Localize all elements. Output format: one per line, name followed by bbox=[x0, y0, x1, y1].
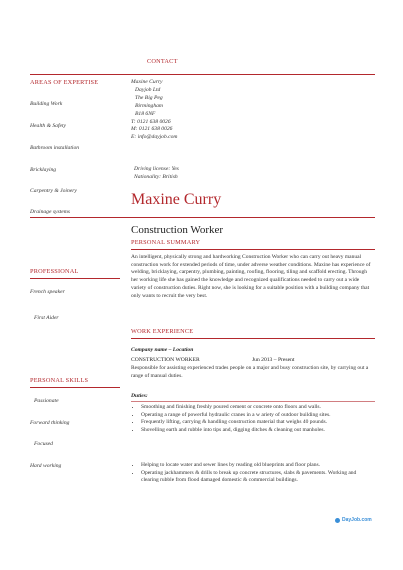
job-title: Construction Worker bbox=[131, 224, 224, 236]
contact-email: E: info@dayjob.com bbox=[131, 134, 178, 141]
expertise-item: Carpentry & Joinery bbox=[30, 188, 77, 194]
summary-heading: PERSONAL SUMMARY bbox=[131, 239, 201, 246]
contact-mobile: M: 0121 638 0026 bbox=[131, 126, 173, 133]
summary-divider bbox=[131, 249, 375, 250]
duty-item: • Operating jackhammers & drills to break up concrete structures, slabs & pavements. Working and clearing rubble from flood damaged domestic & commercial buildings. bbox=[141, 470, 375, 485]
candidate-name: Maxine Curry bbox=[131, 191, 222, 208]
contact-line: The Big Peg bbox=[135, 94, 163, 101]
skill-item: Focused bbox=[34, 441, 53, 447]
skill-item: Forward thinking bbox=[30, 420, 70, 426]
expertise-item: Drainage systems bbox=[30, 209, 70, 215]
duties-heading: Duties: bbox=[131, 393, 148, 399]
duty-item: • Smoothing and finishing freshly poured cement or concrete onto floors and walls. bbox=[141, 404, 375, 412]
contact-divider bbox=[30, 74, 375, 75]
duties-list bbox=[131, 404, 375, 435]
logo-text: DayJob.com bbox=[342, 517, 372, 523]
skills-divider bbox=[30, 387, 120, 388]
dayjob-logo[interactable] bbox=[335, 517, 372, 523]
contact-name: Maxine Curry bbox=[131, 79, 163, 85]
summary-text: An intelligent, physically strong and hardworking Construction Worker who can carry out heavy manual construction work for extended periods of time, under adverse weather conditions. Maxine has experience of welding, bricklaying, carpentry, plumbing, painting, roofing, flooring, tiling and scaffold erecting. Through her working life she has gained the knowledge and recognized qualifications needed to carry out a wide variety of construction duties. Right now, she is looking for a suitable position with a building company that only wants to recruit the very best. bbox=[131, 254, 371, 299]
contact-line: B18 6NF bbox=[135, 110, 156, 117]
extra-info bbox=[134, 166, 179, 182]
name-divider bbox=[30, 217, 375, 218]
skill-item: Passionate bbox=[34, 398, 59, 404]
contact-phone: T: 0121 638 0026 bbox=[131, 118, 171, 125]
duties-divider bbox=[131, 401, 375, 402]
experience-heading: WORK EXPERIENCE bbox=[131, 328, 194, 335]
logo-icon bbox=[335, 518, 340, 523]
duty-item: • Operating a range of powerful hydraulic cranes in a w ariety of outdoor building sites. bbox=[141, 412, 375, 420]
duties-list-2 bbox=[131, 462, 375, 485]
duty-item: • Helping to locate water and sewer lines by reading old blueprints and floor plans. bbox=[141, 462, 375, 470]
expertise-item: Building Work bbox=[30, 101, 63, 107]
driving-licence: Driving license: Yes bbox=[134, 166, 179, 172]
company-name: Company name – Location bbox=[131, 347, 194, 353]
job-dates: Jun 2013 – Present bbox=[252, 357, 295, 363]
duty-item: • Shovelling earth and rubble into tips and, digging ditches & cleaning out manholes. bbox=[141, 427, 375, 435]
nationality: Nationality: British bbox=[134, 173, 178, 180]
experience-divider bbox=[131, 338, 375, 339]
professional-heading: PROFESSIONAL bbox=[30, 268, 79, 275]
skill-item: Hard working bbox=[30, 463, 62, 469]
professional-item: French speaker bbox=[30, 289, 65, 295]
job-role: CONSTRUCTION WORKER bbox=[131, 357, 200, 363]
expertise-item: Bathroom installation bbox=[30, 145, 80, 151]
professional-divider bbox=[30, 278, 120, 279]
expertise-heading: AREAS OF EXPERTISE bbox=[30, 79, 99, 86]
job-description: Responsible for assisting experienced trades people on a major and busy construction site, by carrying out a range of manual duties. bbox=[131, 365, 369, 379]
skills-heading: PERSONAL SKILLS bbox=[30, 377, 89, 384]
professional-item: First Aider bbox=[34, 315, 59, 321]
expertise-item: Health & Safety bbox=[30, 123, 67, 129]
contact-heading: CONTACT bbox=[147, 58, 178, 65]
expertise-item: Bricklaying bbox=[30, 167, 57, 173]
contact-line: Dayjob Ltd bbox=[135, 86, 161, 93]
contact-block bbox=[131, 79, 177, 142]
contact-line: Birmingham bbox=[135, 102, 163, 109]
duty-item: • Frequently lifting, carrying & handling construction material that weighs 40 pounds. bbox=[141, 419, 375, 427]
